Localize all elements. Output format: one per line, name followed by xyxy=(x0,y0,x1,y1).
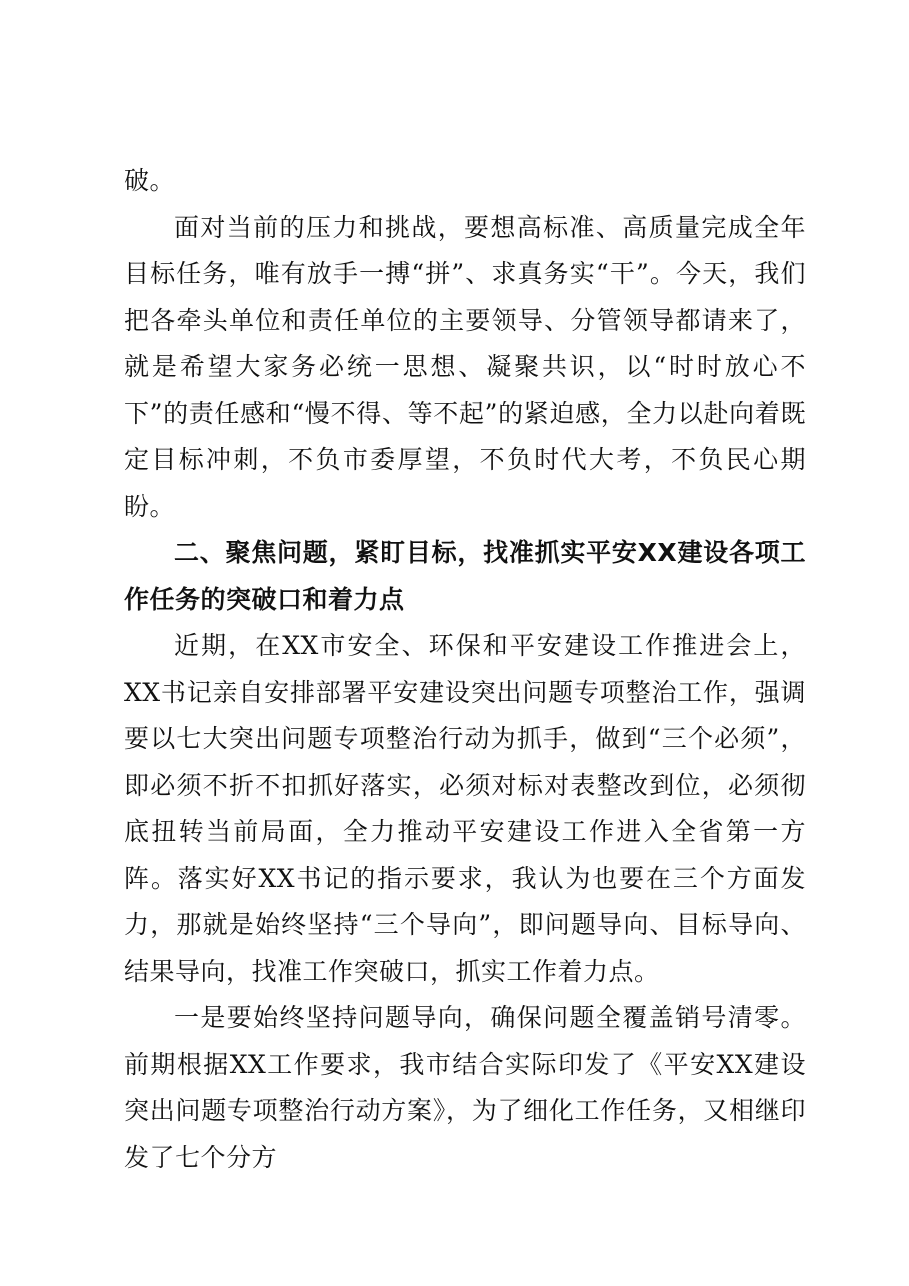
paragraph-problem-orientation: 一是要始终坚持问题导向，确保问题全覆盖销号清零。前期根据XX工作要求，我市结合实际印发了《平安XX建设突出问题专项整治行动方案》，为了细化工作任务，又相继印发了七个分方 xyxy=(124,1003,806,1172)
paragraph-pressure-challenges: 面对当前的压力和挑战，要想高标准、高质量完成全年目标任务，唯有放手一搏“拼”、求真务实“干”。今天，我们把各牵头单位和责任单位的主要领导、分管领导都请来了，就是希望大家务必统一思想、凝聚共识，以“时时放心不下”的责任感和“慢不得、等不起”的紧迫感，全力以赴向着既定目标冲刺，不负市委厚望，不负时代大考，不负民心期盼。 xyxy=(124,212,806,521)
section-heading-2: 二、聚焦问题，紧盯目标，找准抓实平安XX建设各项工作任务的突破口和着力点 xyxy=(124,538,806,614)
paragraph-continuation: 破。 xyxy=(124,166,176,195)
document-body xyxy=(124,158,806,1181)
paragraph-recent-meeting: 近期，在XX市安全、环保和平安建设工作推进会上，XX书记亲自安排部署平安建设突出问题专项整治工作，强调要以七大突出问题专项整治行动为抓手，做到“三个必须”，即必须不折不扣抓好落实，必须对标对表整改到位，必须彻底扭转当前局面，全力推动平安建设工作进入全省第一方阵。落实好XX书记的指示要求，我认为也要在三个方面发力，那就是始终坚持“三个导向”，即问题导向、目标导向、结果导向，找准工作突破口，抓实工作着力点。 xyxy=(124,631,806,986)
